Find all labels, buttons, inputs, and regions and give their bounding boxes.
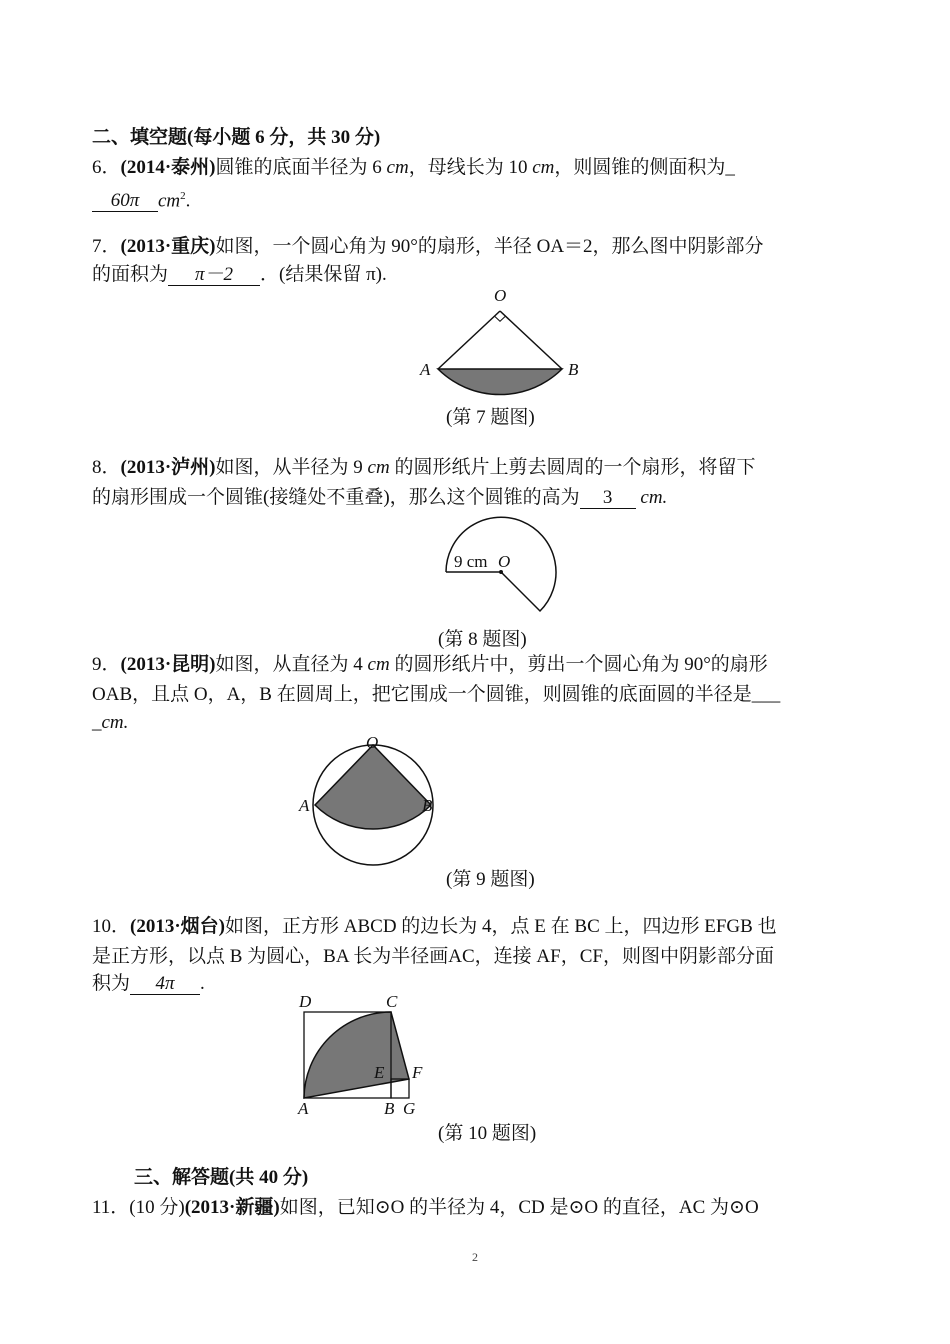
question-text: 如图，从直径为 4 <box>215 654 368 675</box>
section-heading-answer: 三、解答题(共 40 分) <box>134 1167 309 1188</box>
question-text: 如图，正方形 ABCD 的边长为 4，点 E 在 BC 上，四边形 EFGB 也 <box>225 916 777 937</box>
unit: cm <box>367 654 390 675</box>
question-7-line-1 <box>92 235 764 259</box>
question-text: 圆锥的底面半径为 6 <box>215 157 387 178</box>
question-number: 6． <box>92 157 121 178</box>
point-label-o: O <box>498 552 511 571</box>
question-8-line-1 <box>92 456 755 480</box>
point-label-a: A <box>420 360 431 379</box>
question-text: 的面积为 <box>92 264 169 285</box>
figure-caption: (第 10 题图) <box>438 1123 537 1144</box>
answer-blank: 60π <box>92 191 158 212</box>
question-9-line-3 <box>92 711 128 735</box>
unit: cm <box>386 157 409 178</box>
unit: cm <box>367 457 390 478</box>
figure-7-sector <box>420 285 590 405</box>
shaded-sector <box>315 745 431 829</box>
section-heading-fill-in: 二、填空题(每小题 6 分，共 30 分) <box>92 127 381 148</box>
question-text: 如图，一个圆心角为 90°的扇形，半径 OA＝2，那么图中阴影部分 <box>215 236 764 257</box>
question-text: 如图，已知⊙O 的半径为 4，CD 是⊙O 的直径，AC 为⊙O <box>279 1197 759 1218</box>
figure-9-circle-sector <box>298 730 448 860</box>
figure-10-squares <box>296 992 436 1120</box>
unit: cm <box>158 190 181 212</box>
question-text: ．(结果保留 π). <box>260 264 387 285</box>
radius-label: 9 cm <box>454 552 488 571</box>
punctuation: . <box>200 973 205 994</box>
point-label-b: B <box>422 796 433 815</box>
point-label-d: D <box>299 992 312 1011</box>
figure-caption: (第 7 题图) <box>446 407 535 428</box>
question-text: 的扇形围成一个圆锥(接缝处不重叠)，那么这个圆锥的高为 <box>92 487 580 508</box>
question-text: ，母线长为 10 <box>408 157 533 178</box>
figure-caption: (第 8 题图) <box>438 629 527 650</box>
answer-blank: π－2 <box>168 265 260 286</box>
point-label-a: A <box>298 1099 309 1118</box>
question-number: 7． <box>92 236 121 257</box>
question-number: 9． <box>92 654 121 675</box>
question-7-line-2 <box>92 263 387 287</box>
point-label-o: O <box>366 733 379 752</box>
question-10-line-3 <box>92 972 205 996</box>
radius-oa <box>438 311 500 369</box>
right-angle-mark <box>495 316 506 321</box>
point-label-o: O <box>494 286 507 305</box>
punctuation: . <box>185 190 191 212</box>
unit: cm <box>532 157 555 178</box>
shaded-segment <box>438 369 562 395</box>
point-label-c: C <box>386 992 398 1011</box>
question-9-line-1 <box>92 653 768 677</box>
question-source: (2013·烟台) <box>130 916 226 937</box>
answer-blank-continuation: _ <box>92 712 102 733</box>
question-number: 10． <box>92 916 131 937</box>
question-number: 11． <box>92 1197 130 1218</box>
question-source: (2013·泸州) <box>120 457 216 478</box>
unit: cm. <box>635 487 668 508</box>
question-text: 如图，从半径为 9 <box>215 457 368 478</box>
question-points: (10 分) <box>129 1197 185 1218</box>
answer-blank: 4π <box>130 974 200 995</box>
question-number: 8． <box>92 457 121 478</box>
question-9-line-2: OAB，且点 O，A，B 在圆周上，把它围成一个圆锥，则圆锥的底面圆的半径是___ <box>92 684 781 705</box>
question-text: 的圆形纸片上剪去圆周的一个扇形，将留下 <box>389 457 756 478</box>
point-label-g: G <box>403 1099 416 1118</box>
question-text: ，则圆锥的侧面积为_ <box>554 157 735 178</box>
point-label-f: F <box>412 1063 423 1082</box>
question-source: (2013·新疆) <box>184 1197 280 1218</box>
point-label-b: B <box>568 360 579 379</box>
question-11-line-1 <box>92 1196 759 1220</box>
page-number: 2 <box>472 1250 478 1264</box>
answer-blank: 3 <box>580 488 636 509</box>
question-text: 积为 <box>92 973 131 994</box>
figure-caption: (第 9 题图) <box>446 869 535 890</box>
question-source: (2013·昆明) <box>120 654 216 675</box>
question-source: (2013·重庆) <box>120 236 216 257</box>
question-10-line-1 <box>92 915 777 939</box>
point-label-e: E <box>374 1063 385 1082</box>
unit: cm. <box>101 712 129 733</box>
question-10-line-2: 是正方形，以点 B 为圆心，BA 长为半径画AC，连接 AF，CF，则图中阴影部分面 <box>92 946 774 967</box>
superscript: 2 <box>180 190 186 202</box>
question-source: (2014·泰州) <box>120 157 216 178</box>
question-8-line-2 <box>92 486 667 510</box>
radius-ob <box>500 311 562 369</box>
question-6-line-1 <box>92 156 735 180</box>
figure-8-cut-circle <box>440 515 565 625</box>
question-text: 的圆形纸片中，剪出一个圆心角为 90°的扇形 <box>389 654 768 675</box>
question-6-line-2 <box>92 184 190 213</box>
shaded-region <box>304 1012 409 1098</box>
point-label-b: B <box>384 1099 395 1118</box>
point-label-a: A <box>299 796 310 815</box>
